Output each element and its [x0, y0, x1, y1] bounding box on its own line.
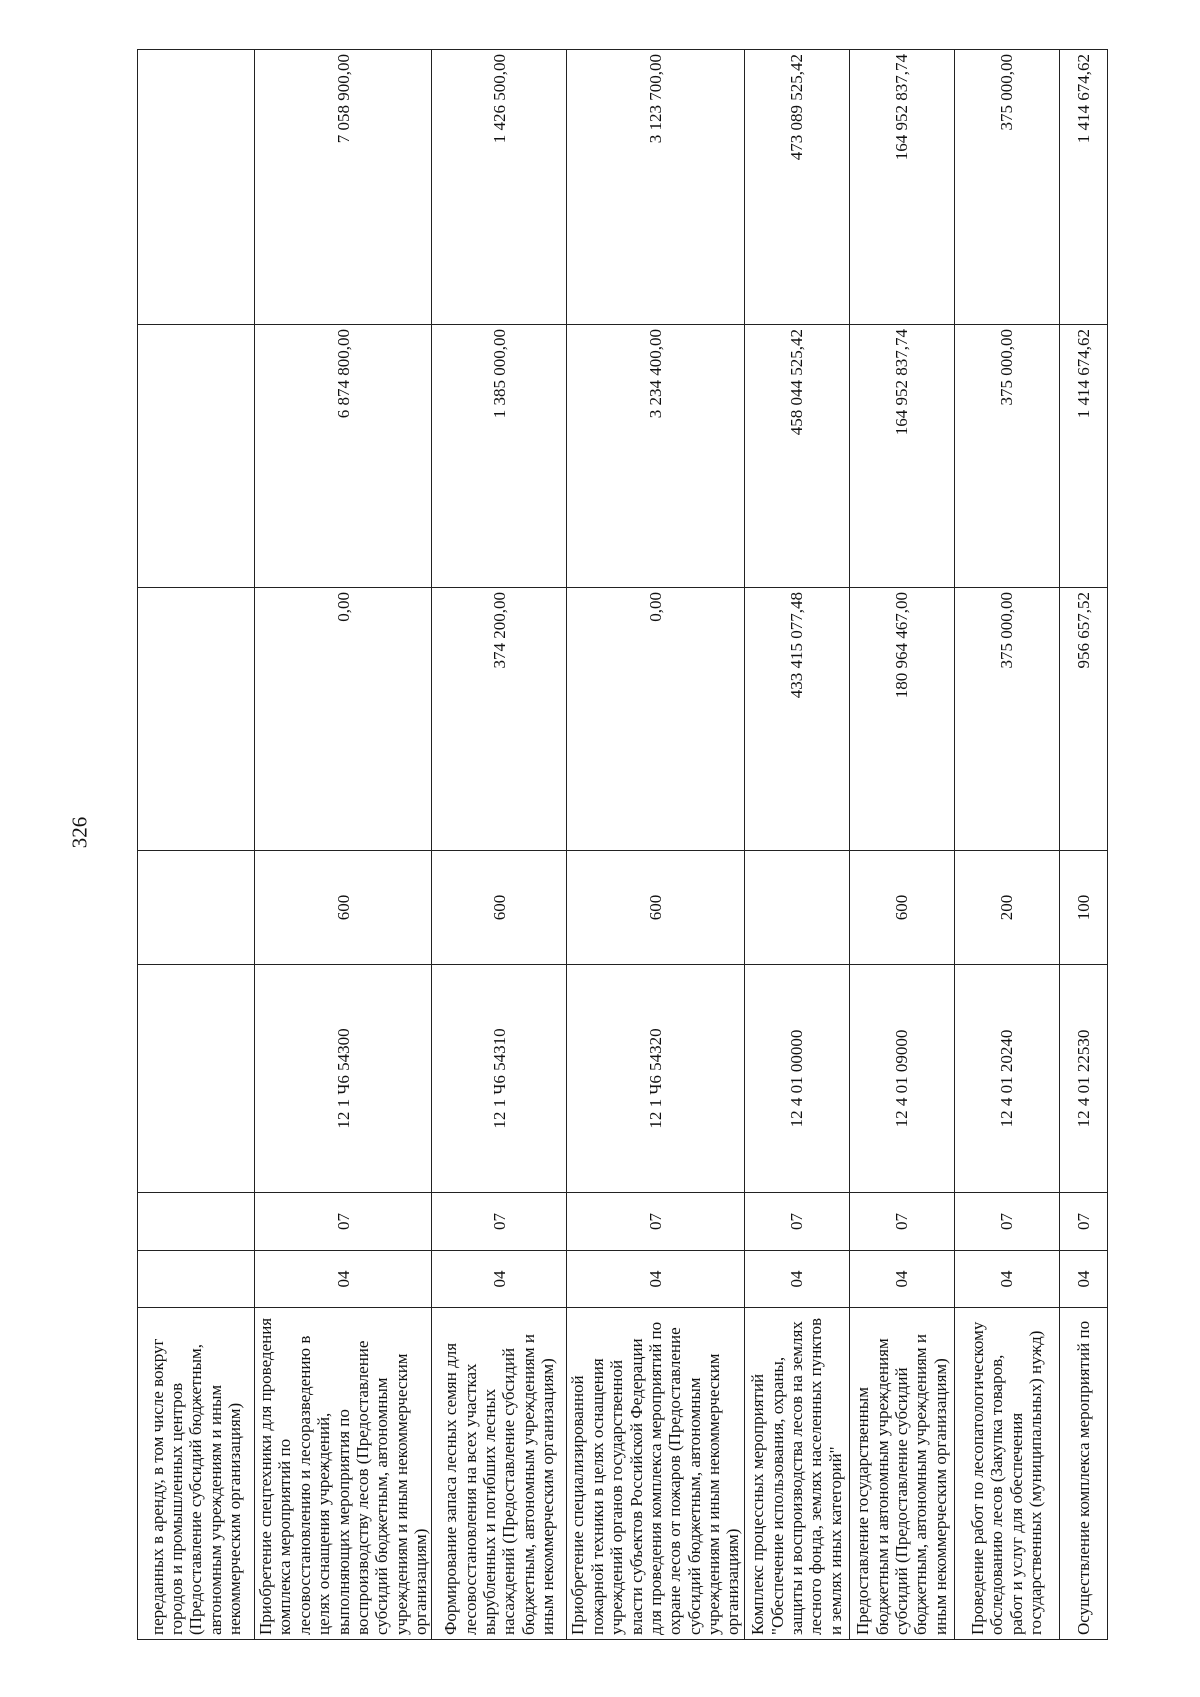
cell-vr	[138, 851, 255, 965]
table-row	[1059, 50, 1107, 1640]
table-row	[567, 50, 744, 1640]
cell-sum3: 7 058 900,00	[255, 50, 432, 325]
page-number: 326	[67, 816, 92, 849]
cell-rz: 04	[954, 1251, 1059, 1308]
cell-sum2: 164 952 837,74	[849, 325, 954, 588]
cell-sum2: 6 874 800,00	[255, 325, 432, 588]
cell-sum1: 0,00	[567, 588, 744, 851]
cell-sum3	[138, 50, 255, 325]
cell-vr: 100	[1059, 851, 1107, 965]
cell-pr: 07	[954, 1193, 1059, 1251]
cell-pr: 07	[849, 1193, 954, 1251]
cell-vr: 600	[567, 851, 744, 965]
cell-name: Проведение работ по лесопатологическому обследованию лесов (Закупка товаров, работ и услуг для обеспечения государственных (муниципальных) нужд)	[954, 1308, 1059, 1640]
cell-sum1: 0,00	[255, 588, 432, 851]
cell-sum1: 956 657,52	[1059, 588, 1107, 851]
cell-sum3: 3 123 700,00	[567, 50, 744, 325]
cell-rz: 04	[567, 1251, 744, 1308]
cell-sum2: 375 000,00	[954, 325, 1059, 588]
cell-vr: 200	[954, 851, 1059, 965]
cell-vr: 600	[849, 851, 954, 965]
cell-rz: 04	[849, 1251, 954, 1308]
table-row	[954, 50, 1059, 1640]
cell-csr	[138, 965, 255, 1193]
cell-pr: 07	[567, 1193, 744, 1251]
cell-csr: 12 1 Ч6 54310	[432, 965, 567, 1193]
cell-pr: 07	[1059, 1193, 1107, 1251]
cell-pr: 07	[255, 1193, 432, 1251]
cell-csr: 12 4 01 00000	[744, 965, 849, 1193]
cell-csr: 12 4 01 20240	[954, 965, 1059, 1193]
cell-name: Предоставление государственным бюджетным и автономным учреждениям субсидий (Предоставление субсидий бюджетным, автономным учреждениям и иным некоммерческим организациям)	[849, 1308, 954, 1640]
cell-name: Приобретение специализированной пожарной техники в целях оснащения учреждений органов государственной власти субъектов Российской Федерации для проведения комплекса мероприятий по охране лесов от пожаров (Предоставление субсидий бюджетным, автономным учреждениям и иным некоммерческим организациям)	[567, 1308, 744, 1640]
cell-vr	[744, 851, 849, 965]
cell-sum3: 1 426 500,00	[432, 50, 567, 325]
cell-sum3: 164 952 837,74	[849, 50, 954, 325]
table-row	[138, 50, 255, 1640]
cell-vr: 600	[432, 851, 567, 965]
cell-name: Формирование запаса лесных семян для лесовосстановления на всех участках вырубленных и погибших лесных насаждений (Предоставление субсидий бюджетным, автономным учреждениям и иным некоммерческим организациям)	[432, 1308, 567, 1640]
cell-name: переданных в аренду, в том числе вокруг городов и промышленных центров (Предоставление субсидий бюджетным, автономным учреждениям и иным некоммерческим организациям)	[138, 1308, 255, 1640]
budget-table	[137, 49, 1108, 1640]
cell-pr: 07	[744, 1193, 849, 1251]
cell-name: Комплекс процессных мероприятий "Обеспечение использования, охраны, защиты и воспроизводства лесов на землях лесного фонда, землях населенных пунктов и землях иных категорий"	[744, 1308, 849, 1640]
cell-rz: 04	[744, 1251, 849, 1308]
cell-sum3: 473 089 525,42	[744, 50, 849, 325]
cell-csr: 12 4 01 09000	[849, 965, 954, 1193]
table-row	[744, 50, 849, 1640]
cell-pr	[138, 1193, 255, 1251]
cell-name: Осуществление комплекса мероприятий по	[1059, 1308, 1107, 1640]
cell-sum1: 433 415 077,48	[744, 588, 849, 851]
cell-rz: 04	[1059, 1251, 1107, 1308]
cell-rz: 04	[255, 1251, 432, 1308]
cell-sum3: 375 000,00	[954, 50, 1059, 325]
cell-pr: 07	[432, 1193, 567, 1251]
cell-sum1: 374 200,00	[432, 588, 567, 851]
cell-rz	[138, 1251, 255, 1308]
table-row	[432, 50, 567, 1640]
cell-csr: 12 1 Ч6 54300	[255, 965, 432, 1193]
cell-csr: 12 4 01 22530	[1059, 965, 1107, 1193]
cell-sum2: 458 044 525,42	[744, 325, 849, 588]
cell-vr: 600	[255, 851, 432, 965]
cell-sum3: 1 414 674,62	[1059, 50, 1107, 325]
cell-sum1	[138, 588, 255, 851]
cell-sum2: 1 385 000,00	[432, 325, 567, 588]
cell-sum1: 180 964 467,00	[849, 588, 954, 851]
table-row	[849, 50, 954, 1640]
cell-rz: 04	[432, 1251, 567, 1308]
table-row	[255, 50, 432, 1640]
cell-sum1: 375 000,00	[954, 588, 1059, 851]
cell-sum2	[138, 325, 255, 588]
rotated-table-container	[137, 50, 1093, 1640]
cell-csr: 12 1 Ч6 54320	[567, 965, 744, 1193]
cell-name: Приобретение спецтехники для проведения комплекса мероприятий по лесовосстановлению и лесоразведению в целях оснащения учреждений, выполняющих мероприятия по воспроизводству лесов (Предоставление субсидий бюджетным, автономным учреждениям и иным некоммерческим организациям)	[255, 1308, 432, 1640]
cell-sum2: 3 234 400,00	[567, 325, 744, 588]
cell-sum2: 1 414 674,62	[1059, 325, 1107, 588]
